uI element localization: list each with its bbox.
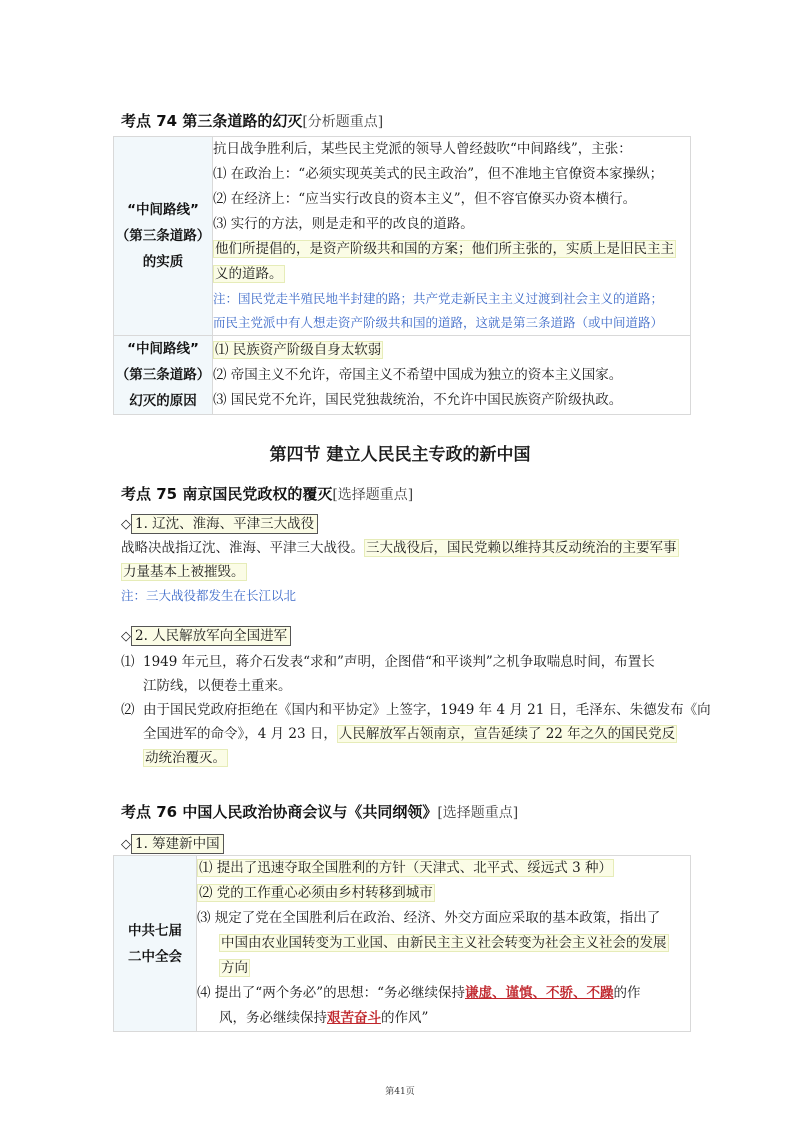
k76-table bbox=[113, 855, 691, 1032]
label-line: （第三条道路） bbox=[115, 367, 211, 383]
note-line: 而民主党派中有人想走资产阶级共和国的道路，这就是第三条道路（或中间道路） bbox=[213, 315, 664, 330]
emphasis-text: 谦虚、谨慎、不骄、不躁 bbox=[465, 985, 614, 1001]
k74-table bbox=[113, 136, 691, 415]
content-line: ⑶ 实行的方法，则是走和平的改良的道路。 bbox=[213, 216, 474, 232]
k76-item1-heading bbox=[121, 834, 224, 854]
k75-item2-text bbox=[121, 650, 711, 770]
para-line bbox=[121, 536, 681, 560]
k74-heading bbox=[121, 110, 383, 131]
content-line bbox=[197, 856, 690, 881]
k76-title: 考点 76 中国人民政治协商会议与《共同纲领》 bbox=[121, 803, 438, 821]
k74-row2-label bbox=[114, 336, 213, 415]
k75-title: 考点 75 南京国民党政权的覆灭 bbox=[121, 485, 333, 503]
highlight: 方向 bbox=[221, 960, 248, 976]
content-line bbox=[213, 338, 690, 363]
para-text: 1949 年元旦，蒋介石发表“求和”声明，企图借“和平谈判”之机争取喘息时间，布置长 bbox=[143, 654, 655, 670]
label-line: “中间路线” bbox=[127, 341, 199, 357]
k74-tag: [分析题重点] bbox=[302, 114, 384, 130]
note-line: 注：国民党走半殖民地半封建的路；共产党走新民主主义过渡到社会主义的道路； bbox=[213, 291, 664, 306]
label-line: “中间路线” bbox=[127, 202, 199, 218]
highlight: ⑴ 民族资产阶级自身太软弱 bbox=[215, 341, 382, 358]
content-line bbox=[197, 881, 690, 906]
label-line: 二中全会 bbox=[128, 948, 182, 965]
content-line: ⑶ 规定了党在全国胜利后在政治、经济、外交方面应采取的基本政策，指出了 bbox=[197, 910, 661, 926]
para-line bbox=[121, 560, 681, 584]
para-line bbox=[121, 746, 691, 770]
item-number: ⑴ bbox=[121, 654, 135, 670]
para-text: 战略决战指辽沈、淮海、平津三大战役。 bbox=[121, 540, 364, 556]
content-line: ⑵ 帝国主义不允许，帝国主义不希望中国成为独立的资本主义国家。 bbox=[213, 366, 623, 383]
content-line bbox=[213, 237, 690, 262]
k74-row1-content bbox=[213, 137, 691, 336]
content-line bbox=[197, 981, 690, 1006]
highlight: 他们所提倡的，是资产阶级共和国的方案；他们所主张的，实质上是旧民主主 bbox=[215, 241, 674, 257]
emphasis-text: 艰苦奋斗 bbox=[327, 1010, 381, 1026]
label-line: 幻灭的原因 bbox=[129, 393, 197, 409]
k75-item1-label: 1. 辽沈、淮海、平津三大战役 bbox=[131, 514, 318, 534]
label-line: 中共七届 bbox=[128, 922, 182, 939]
para-text: 的作 bbox=[613, 985, 641, 1001]
para-line bbox=[121, 698, 711, 722]
para-text: 的作风” bbox=[381, 1010, 429, 1026]
para-text: ⑷ 提出了“两个务必”的思想：“务必继续保持 bbox=[197, 985, 465, 1001]
diamond-icon: ◇ bbox=[121, 629, 131, 644]
highlight: ⑴ 提出了迅速夺取全国胜利的方针（天津式、北平式、绥远式 3 种） bbox=[199, 860, 612, 876]
k76-heading bbox=[121, 801, 518, 822]
k74-row1-label bbox=[114, 137, 213, 336]
page-number: 第41页 bbox=[385, 1087, 415, 1097]
k76-content bbox=[197, 856, 691, 1032]
label-line: 的实质 bbox=[142, 254, 184, 270]
k74-title: 考点 74 第三条道路的幻灭 bbox=[121, 112, 303, 130]
k75-item1-note: 注：三大战役都发生在长江以北 bbox=[121, 588, 297, 603]
highlight: 三大战役后，国民党赖以维持其反动统治的主要军事 bbox=[366, 540, 677, 556]
para-line bbox=[121, 722, 691, 746]
k76-item1-label: 1. 筹建新中国 bbox=[131, 834, 224, 854]
highlight: ⑵ 党的工作重心必须由乡村转移到城市 bbox=[199, 885, 433, 901]
para-text: 全国进军的命令》，4 月 23 日， bbox=[143, 726, 337, 742]
content-line: 抗日战争胜利后，某些民主党派的领导人曾经鼓吹“中间路线”，主张： bbox=[213, 141, 632, 157]
k75-item2-label: 2. 人民解放军向全国进军 bbox=[131, 626, 291, 646]
diamond-icon: ◇ bbox=[121, 517, 131, 532]
content-line bbox=[197, 931, 690, 956]
content-line: ⑵ 在经济上：“应当实行改良的资本主义”，但不容官僚买办资本横行。 bbox=[213, 191, 637, 207]
section-title: 第四节 建立人民民主专政的新中国 bbox=[269, 445, 531, 465]
k75-item1-text bbox=[121, 536, 681, 608]
k75-item2-heading bbox=[121, 626, 291, 646]
k76-label bbox=[114, 856, 197, 1032]
highlight: 力量基本上被摧毁。 bbox=[123, 564, 245, 580]
k75-tag: [选择题重点] bbox=[332, 487, 414, 503]
k75-item1-heading bbox=[121, 514, 318, 534]
highlight: 义的道路。 bbox=[215, 266, 283, 282]
k75-heading bbox=[121, 483, 413, 504]
content-line: ⑶ 国民党不允许，国民党独裁统治，不允许中国民族资产阶级执政。 bbox=[213, 391, 623, 408]
para-line bbox=[121, 650, 691, 674]
highlight: 中国由农业国转变为工业国、由新民主主义社会转变为社会主义社会的发展 bbox=[221, 935, 667, 951]
para-text: 由于国民党政府拒绝在《国内和平协定》上签字，1949 年 4 月 21 日，毛泽东、朱德发布《向 bbox=[143, 702, 711, 718]
k76-tag: [选择题重点] bbox=[437, 805, 519, 821]
label-line: （第三条道路） bbox=[115, 228, 211, 244]
content-line bbox=[197, 1006, 690, 1031]
content-line bbox=[213, 262, 690, 287]
k74-row2-content bbox=[213, 336, 691, 415]
para-line: 江防线，以便卷土重来。 bbox=[143, 678, 292, 694]
highlight: 动统治覆灭。 bbox=[145, 750, 226, 766]
content-line bbox=[197, 956, 690, 981]
item-number: ⑵ bbox=[121, 702, 135, 718]
diamond-icon: ◇ bbox=[121, 837, 131, 852]
content-line: ⑴ 在政治上：“必须实现英美式的民主政治”，但不准地主官僚资本家操纵； bbox=[213, 166, 664, 182]
para-text: 风，务必继续保持 bbox=[219, 1010, 327, 1026]
highlight: 人民解放军占领南京，宣告延续了 22 年之久的国民党反 bbox=[338, 726, 676, 742]
